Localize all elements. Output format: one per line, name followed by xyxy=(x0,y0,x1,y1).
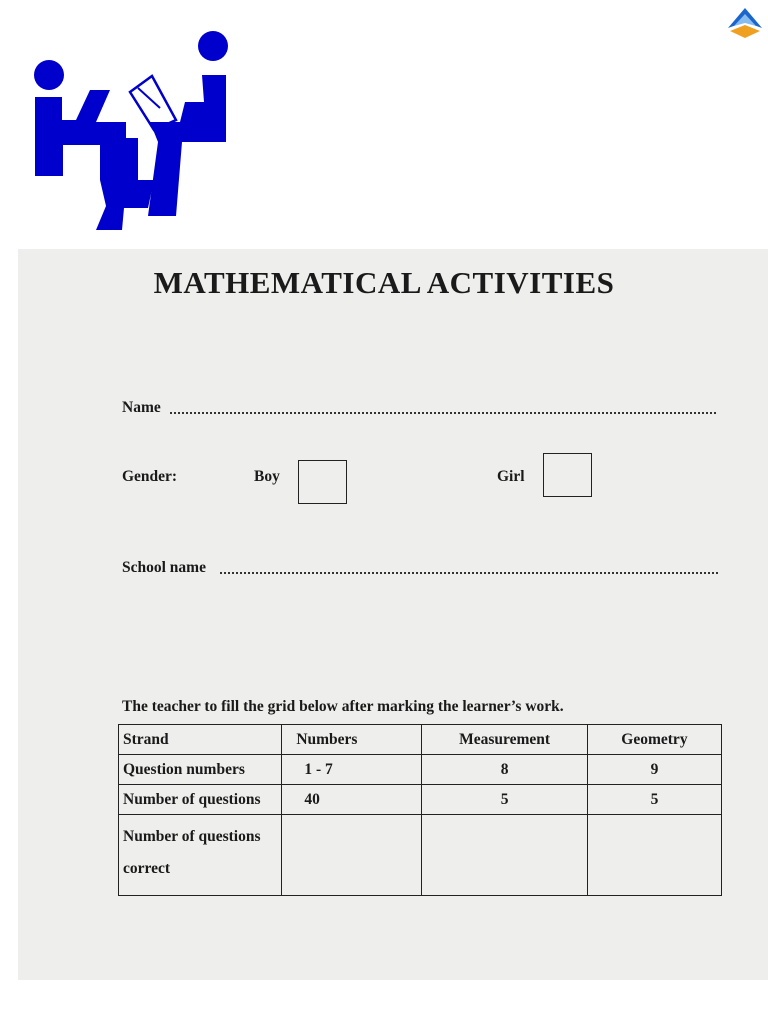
row-label-line1: Number of questions xyxy=(123,828,261,845)
cell-measurement: 8 xyxy=(422,755,588,785)
row-label: Question numbers xyxy=(119,755,282,785)
row-label: Number of questions xyxy=(119,785,282,815)
table-row xyxy=(119,785,722,815)
header-geometry: Geometry xyxy=(587,725,721,755)
table-row xyxy=(119,725,722,755)
worksheet-title: MATHEMATICAL ACTIVITIES xyxy=(153,265,615,300)
girl-label: Girl xyxy=(497,468,525,485)
name-label: Name xyxy=(122,399,161,416)
corner-logo-icon xyxy=(726,6,764,40)
header-strand: Strand xyxy=(119,725,282,755)
cell-numbers-correct[interactable] xyxy=(282,815,422,896)
cell-geometry-correct[interactable] xyxy=(587,815,721,896)
marking-grid xyxy=(118,724,722,896)
boy-checkbox[interactable] xyxy=(298,460,347,504)
row-label-line2: correct xyxy=(123,860,171,877)
school-name-label: School name xyxy=(122,559,206,576)
header-numbers: Numbers xyxy=(282,725,422,755)
cell-geometry: 5 xyxy=(587,785,721,815)
school-name-line[interactable] xyxy=(220,572,718,574)
gender-label: Gender: xyxy=(122,468,178,485)
cell-numbers: 1 - 7 xyxy=(282,755,422,785)
cell-measurement-correct[interactable] xyxy=(422,815,588,896)
boy-label: Boy xyxy=(254,468,280,485)
cell-measurement: 5 xyxy=(422,785,588,815)
header-measurement: Measurement xyxy=(422,725,588,755)
table-row xyxy=(119,755,722,785)
cell-numbers: 40 xyxy=(282,785,422,815)
row-label xyxy=(119,815,282,896)
ikt-logo-icon xyxy=(30,30,235,235)
table-row xyxy=(119,815,722,896)
cell-geometry: 9 xyxy=(587,755,721,785)
teacher-instruction: The teacher to fill the grid below after marking the learner’s work. xyxy=(122,698,564,715)
girl-checkbox[interactable] xyxy=(543,453,592,497)
name-line[interactable] xyxy=(170,412,716,414)
